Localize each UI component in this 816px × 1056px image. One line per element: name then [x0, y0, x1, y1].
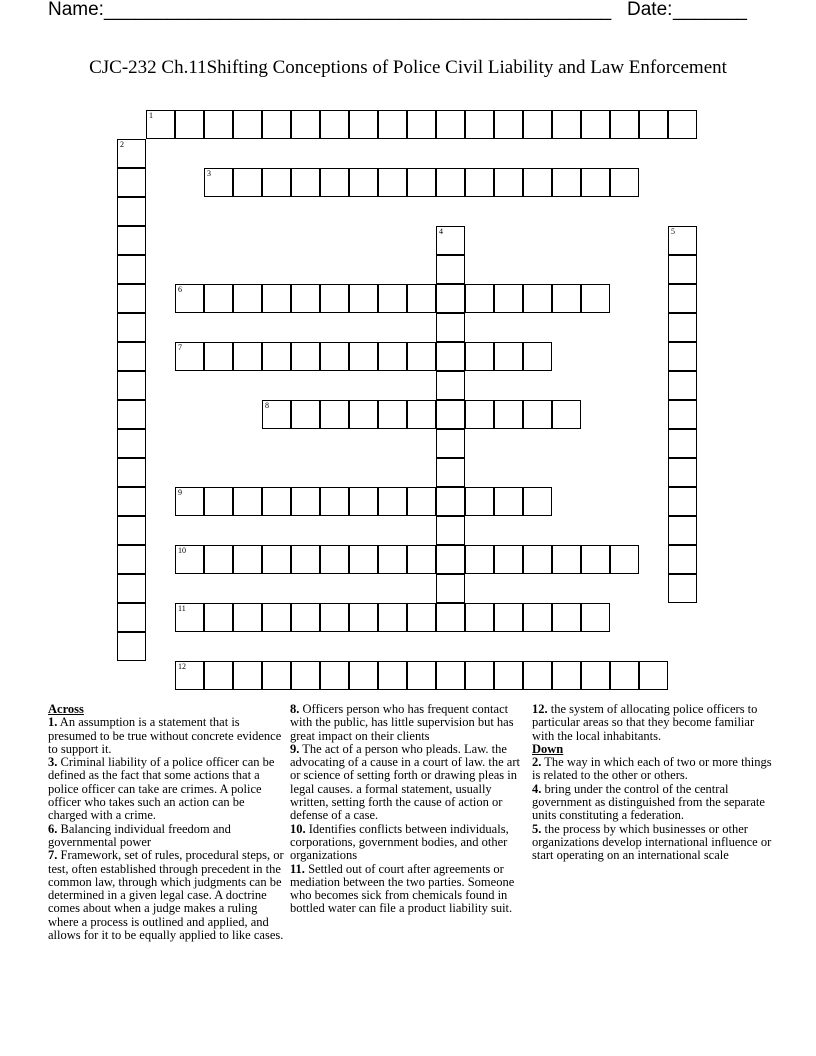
grid-cell[interactable]: [175, 545, 204, 574]
grid-cell[interactable]: [436, 226, 465, 255]
grid-cell[interactable]: [465, 487, 494, 516]
grid-cell[interactable]: [668, 516, 697, 545]
grid-cell[interactable]: [668, 371, 697, 400]
grid-cell[interactable]: [552, 603, 581, 632]
clue-number: 12: [178, 662, 186, 671]
grid-cell[interactable]: [407, 284, 436, 313]
grid-cell[interactable]: [523, 168, 552, 197]
grid-cell[interactable]: [494, 110, 523, 139]
grid-cell[interactable]: [610, 661, 639, 690]
grid-cell[interactable]: [291, 661, 320, 690]
grid-cell[interactable]: [117, 400, 146, 429]
grid-cell[interactable]: [117, 313, 146, 342]
grid-cell[interactable]: [668, 284, 697, 313]
grid-cell[interactable]: [465, 603, 494, 632]
grid-cell[interactable]: [291, 168, 320, 197]
page-title: CJC-232 Ch.11Shifting Conceptions of Police Civil Liability and Law Enforcement: [89, 57, 727, 78]
grid-cell[interactable]: [117, 342, 146, 371]
grid-cell[interactable]: [552, 400, 581, 429]
grid-cell[interactable]: [552, 168, 581, 197]
grid-cell[interactable]: [204, 487, 233, 516]
grid-cell[interactable]: [668, 574, 697, 603]
grid-cell[interactable]: [291, 342, 320, 371]
grid-cell[interactable]: [291, 603, 320, 632]
grid-cell[interactable]: [117, 226, 146, 255]
grid-cell[interactable]: [117, 284, 146, 313]
grid-cell[interactable]: [117, 487, 146, 516]
clue-number: 1: [149, 111, 153, 120]
grid-cell[interactable]: [465, 661, 494, 690]
grid-cell[interactable]: [262, 487, 291, 516]
grid-cell[interactable]: [407, 545, 436, 574]
grid-cell[interactable]: [320, 487, 349, 516]
grid-cell[interactable]: [523, 603, 552, 632]
grid-cell[interactable]: [436, 342, 465, 371]
grid-cell[interactable]: [436, 603, 465, 632]
clue-number: 5: [671, 227, 675, 236]
grid-cell[interactable]: [117, 603, 146, 632]
grid-cell[interactable]: [233, 487, 262, 516]
grid-cell[interactable]: [175, 110, 204, 139]
grid-cell[interactable]: [291, 284, 320, 313]
grid-cell[interactable]: [378, 342, 407, 371]
grid-cell[interactable]: [436, 371, 465, 400]
grid-cell[interactable]: [581, 110, 610, 139]
grid-cell[interactable]: [465, 110, 494, 139]
grid-cell[interactable]: [436, 255, 465, 284]
grid-cell[interactable]: [378, 661, 407, 690]
grid-cell[interactable]: [523, 661, 552, 690]
grid-cell[interactable]: [407, 342, 436, 371]
grid-cell[interactable]: [175, 284, 204, 313]
grid-cell[interactable]: [262, 284, 291, 313]
grid-cell[interactable]: [581, 284, 610, 313]
grid-cell[interactable]: [407, 487, 436, 516]
grid-cell[interactable]: [436, 400, 465, 429]
grid-cell[interactable]: [407, 603, 436, 632]
grid-cell[interactable]: [117, 516, 146, 545]
grid-cell[interactable]: [581, 661, 610, 690]
grid-cell[interactable]: [494, 400, 523, 429]
grid-cell[interactable]: [175, 661, 204, 690]
grid-cell[interactable]: [349, 342, 378, 371]
grid-cell[interactable]: [291, 487, 320, 516]
down-heading: Down: [532, 741, 564, 756]
grid-cell[interactable]: [610, 110, 639, 139]
grid-cell[interactable]: [436, 661, 465, 690]
grid-cell[interactable]: [349, 400, 378, 429]
clues-column-1: [48, 703, 284, 942]
grid-cell[interactable]: [117, 197, 146, 226]
grid-cell[interactable]: [117, 632, 146, 661]
grid-cell[interactable]: [146, 110, 175, 139]
clues-column-3: [532, 703, 772, 863]
grid-cell[interactable]: [320, 661, 349, 690]
grid-cell[interactable]: [320, 110, 349, 139]
clue-across-1: 1. An assumption is a statement that is presumed to be true without concrete evidence to support it.: [48, 715, 282, 756]
grid-cell[interactable]: [233, 342, 262, 371]
grid-cell[interactable]: [291, 400, 320, 429]
grid-cell[interactable]: [233, 661, 262, 690]
clue-down-5: 5. the process by which businesses or other organizations develop international influence or start operating on an international scale: [532, 821, 772, 863]
grid-cell[interactable]: [668, 226, 697, 255]
grid-cell[interactable]: [465, 168, 494, 197]
grid-cell[interactable]: [262, 400, 291, 429]
grid-cell[interactable]: [668, 400, 697, 429]
clue-across-9: 9. The act of a person who pleads. Law. the advocating of a cause in a court of law. the art or science of setting forth or drawing pleas in legal causes. a formal statement, usually written, setting forth the cause of action or defense of a case.: [290, 741, 520, 823]
grid-cell[interactable]: [233, 168, 262, 197]
grid-cell[interactable]: [378, 545, 407, 574]
grid-cell[interactable]: [291, 110, 320, 139]
grid-cell[interactable]: [233, 545, 262, 574]
grid-cell[interactable]: [117, 429, 146, 458]
grid-cell[interactable]: [349, 487, 378, 516]
grid-cell[interactable]: [204, 342, 233, 371]
grid-cell[interactable]: [668, 429, 697, 458]
grid-cell[interactable]: [349, 110, 378, 139]
grid-cell[interactable]: [378, 168, 407, 197]
grid-cell[interactable]: [465, 284, 494, 313]
grid-cell[interactable]: [320, 168, 349, 197]
grid-cell[interactable]: [378, 400, 407, 429]
grid-cell[interactable]: [117, 168, 146, 197]
grid-cell[interactable]: [523, 342, 552, 371]
clue-number: 11: [178, 604, 186, 613]
grid-cell[interactable]: [117, 545, 146, 574]
grid-cell[interactable]: [581, 168, 610, 197]
grid-cell[interactable]: [378, 284, 407, 313]
grid-cell[interactable]: [262, 603, 291, 632]
grid-cell[interactable]: [639, 110, 668, 139]
clue-number: 7: [178, 343, 182, 352]
grid-cell[interactable]: [117, 458, 146, 487]
across-heading: Across: [48, 702, 84, 716]
grid-cell[interactable]: [494, 168, 523, 197]
clue-across-8: 8. Officers person who has frequent contact with the public, has little supervision but has great impact on their clients: [290, 702, 514, 743]
grid-cell[interactable]: [378, 603, 407, 632]
grid-cell[interactable]: [204, 603, 233, 632]
grid-cell[interactable]: [581, 603, 610, 632]
clue-across-10: 10. Identifies conflicts between individuals, corporations, government bodies, and other organizations: [290, 821, 509, 863]
grid-cell[interactable]: [407, 168, 436, 197]
grid-cell[interactable]: [291, 545, 320, 574]
grid-cell[interactable]: [320, 603, 349, 632]
grid-cell[interactable]: [552, 661, 581, 690]
grid-cell[interactable]: [552, 110, 581, 139]
grid-cell[interactable]: [204, 168, 233, 197]
grid-cell[interactable]: [407, 400, 436, 429]
clues-column-2: [290, 703, 524, 916]
grid-cell[interactable]: [349, 603, 378, 632]
clue-number: 8: [265, 401, 269, 410]
grid-cell[interactable]: [523, 487, 552, 516]
grid-cell[interactable]: [436, 574, 465, 603]
grid-cell[interactable]: [436, 545, 465, 574]
grid-cell[interactable]: [581, 545, 610, 574]
grid-cell[interactable]: [668, 313, 697, 342]
grid-cell[interactable]: [552, 284, 581, 313]
grid-cell[interactable]: [523, 284, 552, 313]
grid-cell[interactable]: [523, 545, 552, 574]
grid-cell[interactable]: [465, 545, 494, 574]
clue-number: 2: [120, 140, 124, 149]
clue-number: 4: [439, 227, 443, 236]
grid-cell[interactable]: [320, 342, 349, 371]
grid-cell[interactable]: [349, 284, 378, 313]
grid-cell[interactable]: [204, 661, 233, 690]
clue-across-3: 3. Criminal liability of a police officer can be defined as the fact that some actions that a police officer can take are crimes. A police officer who takes such an action can be charged with a crime.: [48, 755, 275, 823]
grid-cell[interactable]: [523, 400, 552, 429]
grid-cell[interactable]: [378, 110, 407, 139]
grid-cell[interactable]: [465, 400, 494, 429]
grid-cell[interactable]: [407, 661, 436, 690]
grid-cell[interactable]: [436, 429, 465, 458]
grid-cell[interactable]: [436, 487, 465, 516]
grid-cell[interactable]: [117, 255, 146, 284]
grid-cell[interactable]: [175, 603, 204, 632]
grid-cell[interactable]: [204, 545, 233, 574]
clue-number: 10: [178, 546, 186, 555]
clue-number: 6: [178, 285, 182, 294]
grid-cell[interactable]: [349, 545, 378, 574]
grid-cell[interactable]: [262, 110, 291, 139]
grid-cell[interactable]: [349, 661, 378, 690]
clue-number: 9: [178, 488, 182, 497]
clue-down-2: 2. The way in which each of two or more things is related to the other or others.: [532, 755, 772, 783]
grid-cell[interactable]: [320, 400, 349, 429]
grid-cell[interactable]: [668, 110, 697, 139]
grid-cell[interactable]: [436, 284, 465, 313]
clue-across-12: 12. the system of allocating police officers to particular areas so that they become familiar with the local inhabitants.: [532, 702, 758, 743]
grid-cell[interactable]: [668, 487, 697, 516]
grid-cell[interactable]: [494, 545, 523, 574]
grid-cell[interactable]: [436, 516, 465, 545]
clue-across-11: 11. Settled out of court after agreements or mediation between the two parties. Someone who becomes sick from chemicals found in bottled water can file a product liability suit.: [290, 861, 515, 916]
clue-number: 3: [207, 169, 211, 178]
grid-cell[interactable]: [407, 110, 436, 139]
grid-cell[interactable]: [175, 342, 204, 371]
grid-cell[interactable]: [668, 545, 697, 574]
grid-cell[interactable]: [233, 603, 262, 632]
grid-cell[interactable]: [465, 342, 494, 371]
grid-cell[interactable]: [436, 168, 465, 197]
grid-cell[interactable]: [117, 139, 146, 168]
clue-across-7: 7. Framework, set of rules, procedural steps, or test, often established through precedent in the common law, through which judgments can be determined in a given legal case. A doctrine comes about when a judge makes a ruling where a process is outlined and applied, and allows for it to be equally applied to like cases.: [48, 848, 284, 943]
grid-cell[interactable]: [436, 313, 465, 342]
grid-cell[interactable]: [668, 458, 697, 487]
grid-cell[interactable]: [262, 342, 291, 371]
grid-cell[interactable]: [668, 342, 697, 371]
grid-cell[interactable]: [117, 371, 146, 400]
grid-cell[interactable]: [262, 661, 291, 690]
grid-cell[interactable]: [494, 284, 523, 313]
grid-cell[interactable]: [175, 487, 204, 516]
grid-cell[interactable]: [494, 487, 523, 516]
name-blank[interactable]: ________________________________________________: [104, 0, 612, 21]
grid-cell[interactable]: [233, 110, 262, 139]
grid-cell[interactable]: [117, 574, 146, 603]
grid-cell[interactable]: [552, 545, 581, 574]
grid-cell[interactable]: [610, 545, 639, 574]
grid-cell[interactable]: [523, 110, 552, 139]
grid-cell[interactable]: [233, 284, 262, 313]
clue-down-4: 4. bring under the control of the central government as distinguished from the separate units constituting a federation.: [532, 781, 765, 823]
grid-cell[interactable]: [494, 342, 523, 371]
grid-cell[interactable]: [262, 545, 291, 574]
grid-cell[interactable]: [204, 284, 233, 313]
grid-cell[interactable]: [436, 110, 465, 139]
grid-cell[interactable]: [639, 661, 668, 690]
grid-cell[interactable]: [320, 284, 349, 313]
grid-cell[interactable]: [262, 168, 291, 197]
grid-cell[interactable]: [668, 255, 697, 284]
grid-cell[interactable]: [494, 661, 523, 690]
name-label: Name:: [48, 0, 104, 20]
clue-across-6: 6. Balancing individual freedom and governmental power: [48, 821, 231, 849]
grid-cell[interactable]: [349, 168, 378, 197]
grid-cell[interactable]: [436, 458, 465, 487]
date-label: Date:: [627, 0, 673, 20]
date-blank[interactable]: _______: [673, 0, 747, 21]
grid-cell[interactable]: [610, 168, 639, 197]
grid-cell[interactable]: [320, 545, 349, 574]
grid-cell[interactable]: [204, 110, 233, 139]
grid-cell[interactable]: [494, 603, 523, 632]
grid-cell[interactable]: [378, 487, 407, 516]
